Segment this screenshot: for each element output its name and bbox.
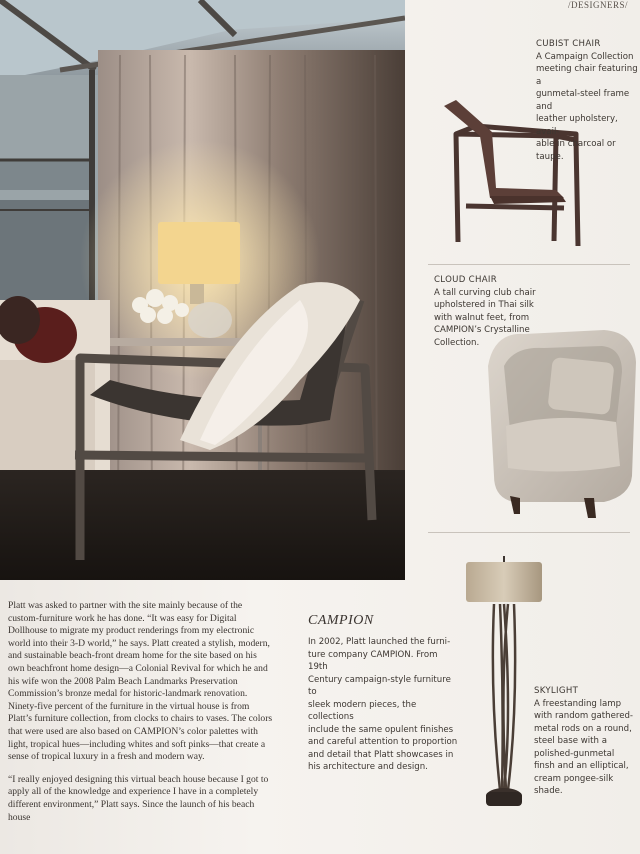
cloud-chair-description: A tall curving club chair upholstered in Thai silk with walnut feet, from CAMPION’s Crystalline Collection. — [434, 287, 536, 348]
divider — [428, 532, 630, 533]
article-paragraph: “I really enjoyed designing this virtual beach house because I got to apply all of the knowledge and experience I have in a completely different environment,” Platt says. Since the launch of his beach house — [8, 773, 269, 823]
interior-photo — [0, 0, 405, 580]
section-tag-label: DESIGNERS — [570, 0, 625, 10]
divider — [428, 264, 630, 265]
campion-heading: CAMPION — [308, 613, 374, 628]
skylight-caption — [534, 685, 634, 798]
campion-body: In 2002, Platt launched the furni- ture company CAMPION. From 19th Century campaign-style furniture to sleek modern pieces, the collections include the same opulent finishes and careful attention to proportion and detail that Platt showcases in his architecture and design. — [308, 637, 458, 772]
article-body — [8, 600, 273, 834]
cubist-chair-description: A Campaign Collection meeting chair featuring a gunmetal-steel frame and leather upholstery, avail- able in charcoal or taupe. — [536, 51, 638, 162]
cloud-chair-title: CLOUD CHAIR — [434, 275, 498, 285]
cloud-chair-image — [484, 326, 640, 527]
section-tag: /DESIGNERS/ — [567, 0, 628, 10]
skylight-title: SKYLIGHT — [534, 686, 579, 696]
skylight-description: A freestanding lamp with random gathered- metal rods on a round, steel base with a polished-gunmetal finsh and an elliptical, cream pongee-silk shade. — [534, 698, 634, 796]
cubist-chair-title: CUBIST CHAIR — [536, 39, 601, 49]
article-paragraph: Platt was asked to partner with the site mainly because of the custom-furniture work he has done. “It was easy for Digital Dollhouse to migrate my product renderings from my electronic world into their 3-D world,” he says. Platt created a stylish, modern, and sustainable beach-front dream home for the site based on his own beachfront home design—a Colonial Revival for which he and his wife won the 2008 Palm Beach Landmarks Preservation Commission’s bronze medal for historic-landmark renovation. Ninety-five percent of the furniture in the virtual house is from Platt’s furniture collection, from clocks to chairs to vases. The colors that were used are also based on CAMPION’s color palettes with light, tropical hues—including whites and soft pinks—that create a sense of tropical luxury in a fresh and modern way. — [8, 600, 273, 763]
cubist-chair-caption — [536, 38, 640, 163]
skylight-lamp-image — [464, 556, 544, 823]
